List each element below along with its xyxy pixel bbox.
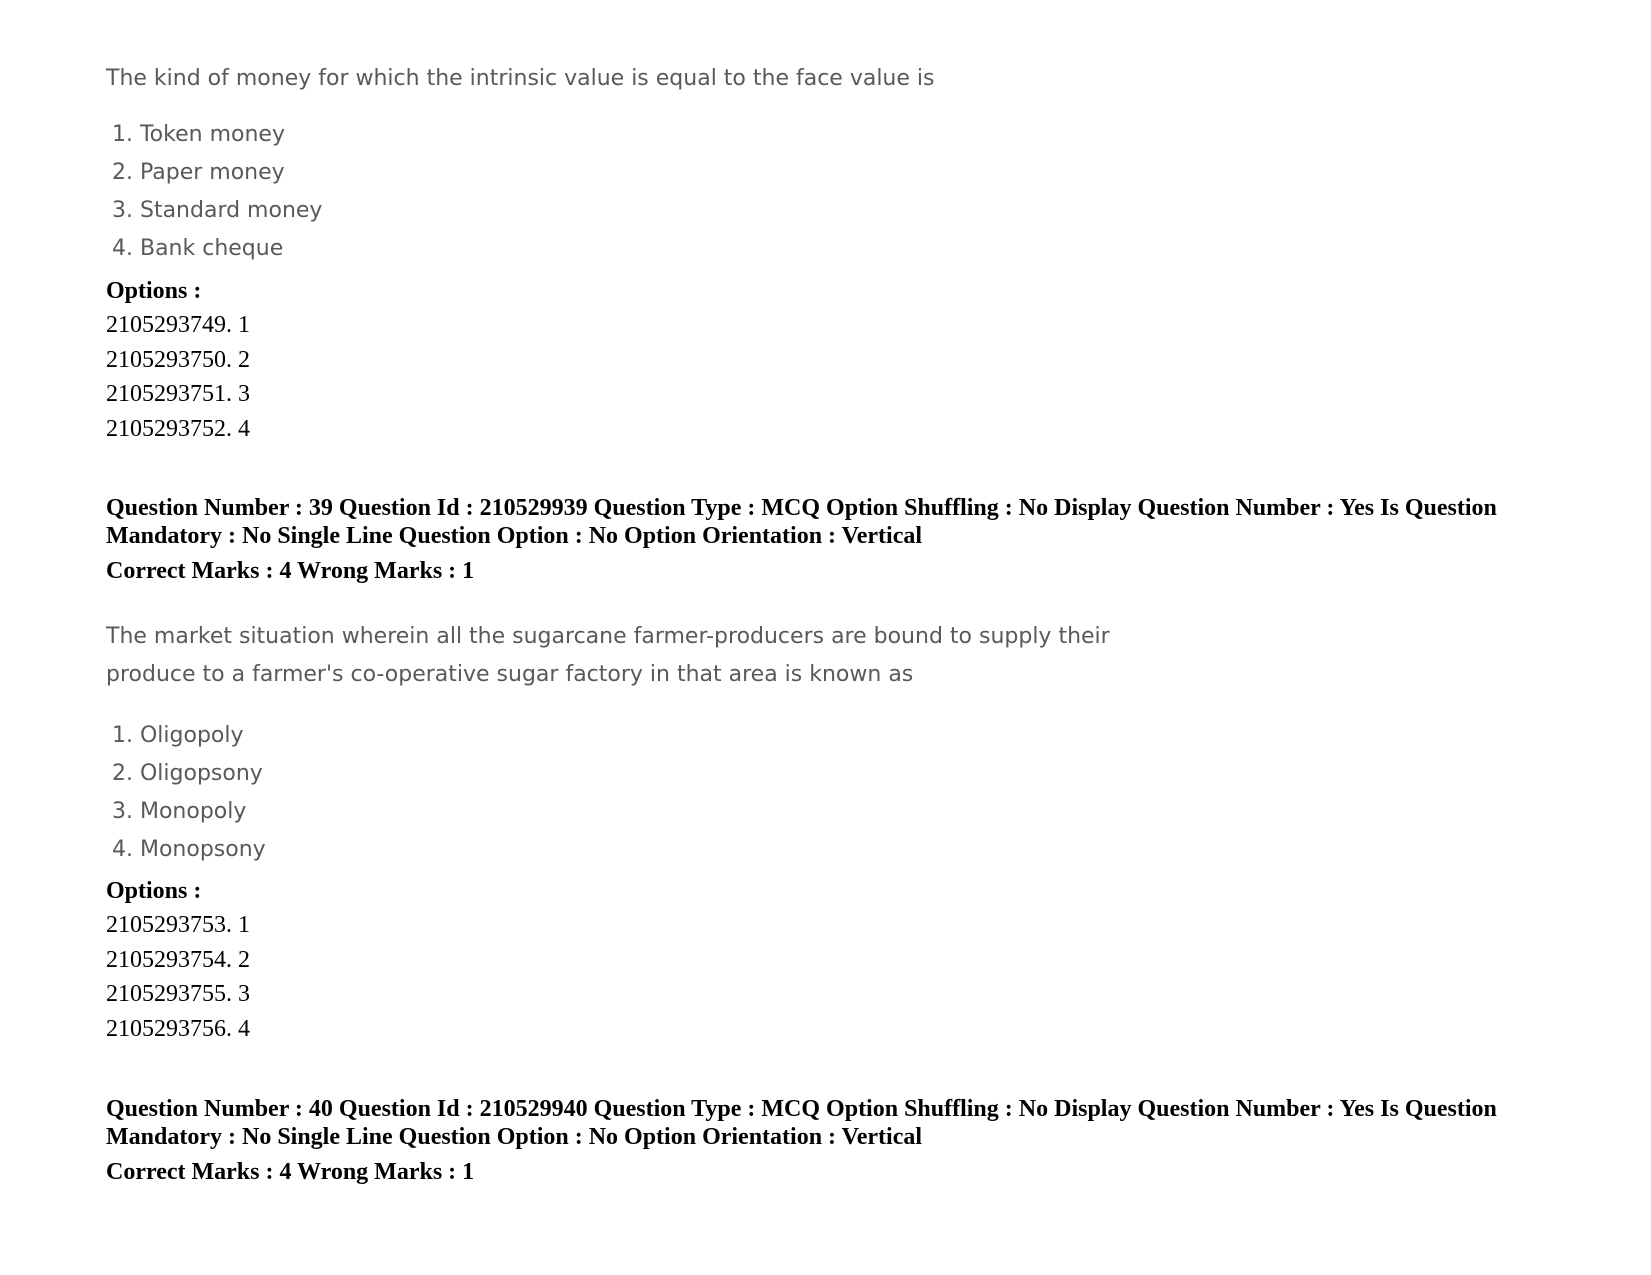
choice-list	[106, 116, 322, 268]
options-label: Options :	[106, 278, 202, 304]
choice-item: 2. Oligopsony	[112, 761, 263, 786]
question-stem-block	[106, 618, 1110, 694]
option-row: 2105293755. 3	[106, 981, 250, 1007]
choice-item: 4. Monopsony	[112, 837, 266, 862]
question-meta-block	[106, 494, 1586, 588]
question-meta: Question Number : 40 Question Id : 210529940 Question Type : MCQ Option Shuffling : No Display Question Number : Yes Is Question Mandatory : No Single Line Question Option : No Option Orientation : Vertical	[106, 1096, 1497, 1150]
question-marks: Correct Marks : 4 Wrong Marks : 1	[106, 558, 475, 584]
options-block	[106, 874, 250, 1046]
option-row: 2105293751. 3	[106, 381, 250, 407]
choice-item: 3. Standard money	[112, 198, 323, 223]
choice-item: 4. Bank cheque	[112, 236, 284, 261]
question-stem: The kind of money for which the intrinsic value is equal to the face value is	[106, 66, 935, 91]
choice-list	[106, 717, 266, 869]
choice-item: 2. Paper money	[112, 160, 285, 185]
question-stem-line: The market situation wherein all the sugarcane farmer-producers are bound to supply their	[106, 624, 1110, 649]
choice-item: 1. Oligopoly	[112, 723, 244, 748]
option-row: 2105293754. 2	[106, 946, 250, 973]
options-label: Options :	[106, 878, 202, 904]
option-row: 2105293752. 4	[106, 415, 250, 442]
question-marks: Correct Marks : 4 Wrong Marks : 1	[106, 1159, 475, 1185]
choice-item: 1. Token money	[112, 122, 285, 147]
question-meta-block	[106, 1095, 1586, 1189]
question-stem-line: produce to a farmer's co-operative sugar factory in that area is known as	[106, 662, 914, 687]
option-row: 2105293749. 1	[106, 312, 250, 338]
option-row: 2105293750. 2	[106, 346, 250, 373]
options-block	[106, 274, 250, 446]
question-meta: Question Number : 39 Question Id : 210529939 Question Type : MCQ Option Shuffling : No Display Question Number : Yes Is Question Mandatory : No Single Line Question Option : No Option Orientation : Vertical	[106, 495, 1497, 549]
option-row: 2105293753. 1	[106, 912, 250, 938]
choice-item: 3. Monopoly	[112, 799, 247, 824]
option-row: 2105293756. 4	[106, 1015, 250, 1042]
